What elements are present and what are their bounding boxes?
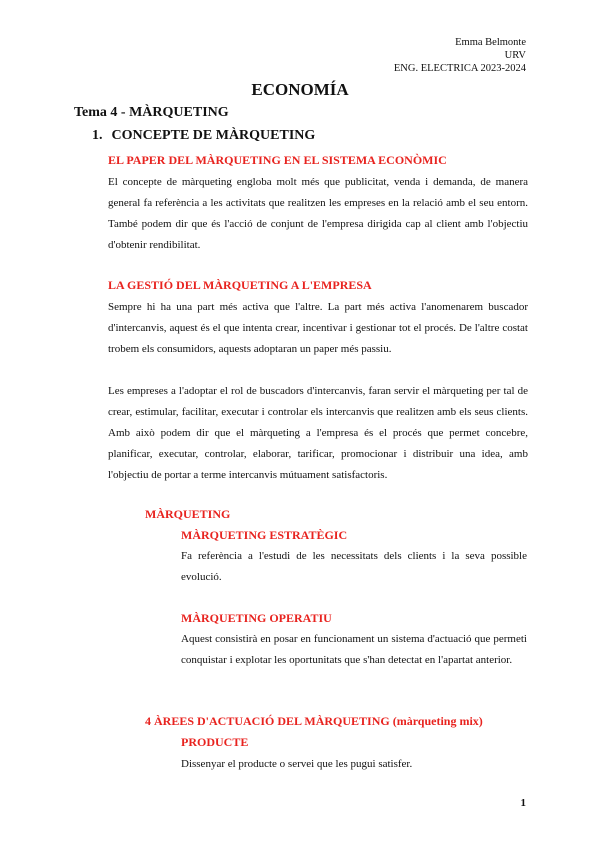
paper-heading: EL PAPER DEL MÀRQUETING EN EL SISTEMA ECONÒMIC (108, 153, 447, 167)
estrategic-heading: MÀRQUETING ESTRATÈGIC (181, 528, 348, 542)
producte-heading: PRODUCTE (181, 735, 249, 749)
course-name: ENG. ELECTRICA 2023-2024 (393, 63, 526, 74)
university-name: URV (504, 50, 526, 61)
section-number: 1. (92, 128, 103, 143)
gestio-heading: LA GESTIÓ DEL MÀRQUETING A L'EMPRESA (108, 278, 372, 292)
producte-paragraph: Dissenyar el producte o servei que les pugui satisfer. (181, 758, 413, 770)
gestio-paragraph-1: Sempre hi ha una part més activa que l'altre. La part més activa l'anomenarem buscador d'intercanvis, aquest és el que intenta crear, incentivar i gestionar tot el procés. De l'altre costat trobem els consumidors, aquests adoptaran un paper més passiu. (108, 301, 528, 355)
paper-paragraph: El concepte de màrqueting engloba molt més que publicitat, venda i demanda, de manera general fa referència a les activitats que realitzen les empreses en la relació amb el seu entorn. També podem dir que és l'acció de conjunt de l'empresa dirigida cap al client amb l'objectiu d'obtenir rendibilitat. (108, 176, 528, 251)
section-heading (92, 128, 315, 144)
arees-heading: 4 ÀREES D'ACTUACIÓ DEL MÀRQUETING (màrqueting mix) (145, 714, 483, 728)
section-title: CONCEPTE DE MÀRQUETING (111, 128, 316, 143)
document-header (394, 36, 526, 75)
gestio-paragraph-2: Les empreses a l'adoptar el rol de buscadors d'intercanvis, faran servir el màrqueting per tal de crear, estimular, facilitar, executar i controlar els intercanvis que realitzen amb els seus clients. Amb això podem dir que el màrqueting a l'empresa és el procés que permet concebre, planificar, executar, controlar, elaborar, tarificar, promocionar i distribuir una idea, amb l'objectiu de portar a terme intercanvis mútuament satisfactoris. (108, 385, 528, 481)
operatiu-paragraph: Aquest consistirà en posar en funcionament un sistema d'actuació que permeti conquistar i explotar les oportunitats que s'han detectat en l'apartat anterior. (181, 633, 527, 666)
topic-heading: Tema 4 - MÀRQUETING (74, 105, 229, 120)
page-title: ECONOMÍA (251, 80, 349, 99)
author-name: Emma Belmonte (455, 37, 526, 48)
estrategic-paragraph: Fa referència a l'estudi de les necessitats dels clients i la seva possible evolució. (181, 550, 527, 583)
marqueting-heading: MÀRQUETING (145, 507, 231, 521)
page-number: 1 (520, 797, 526, 809)
operatiu-heading: MÀRQUETING OPERATIU (181, 611, 332, 625)
